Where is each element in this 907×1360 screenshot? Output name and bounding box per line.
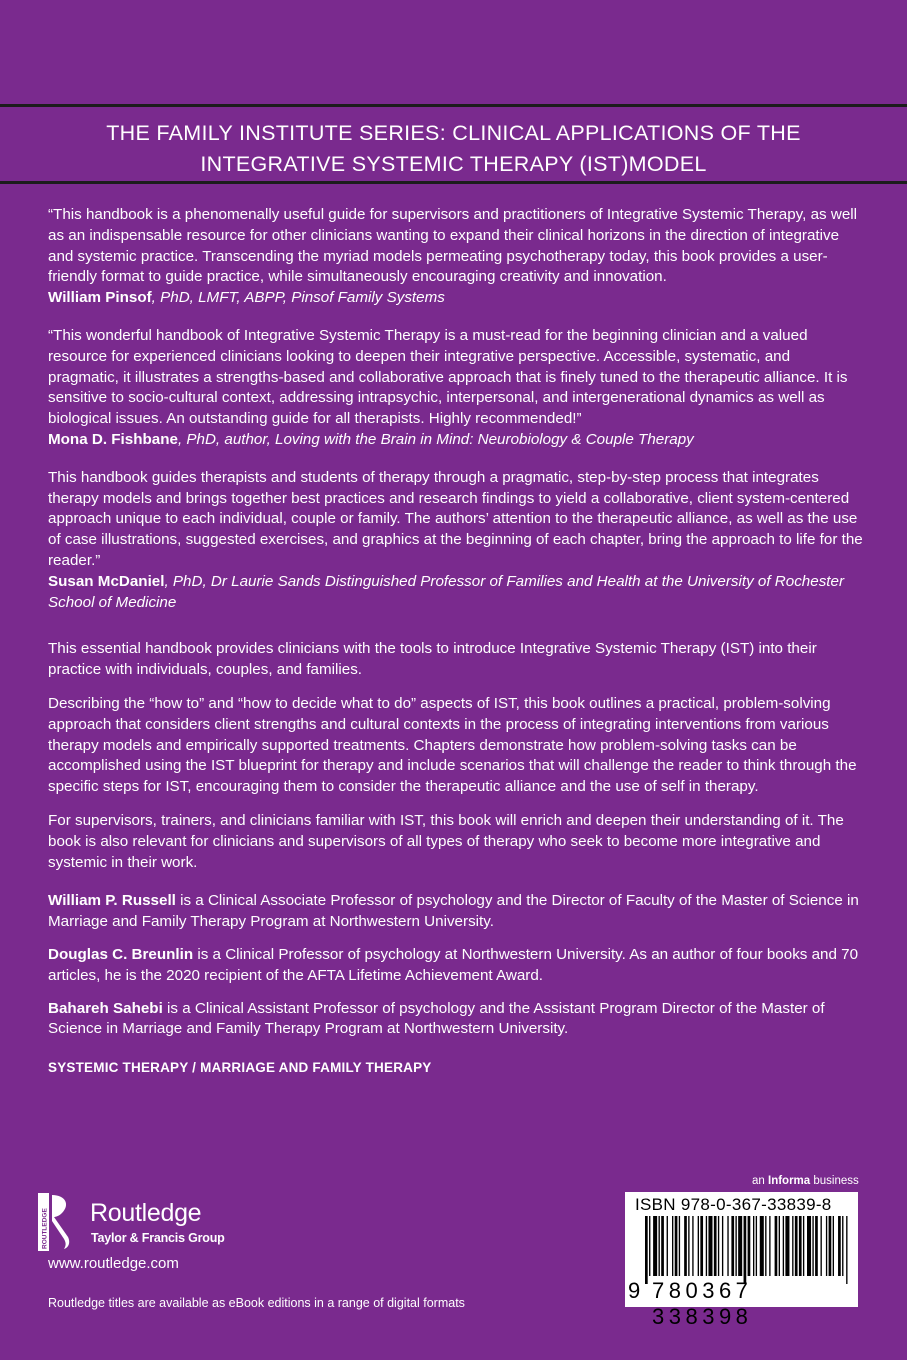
- description-paragraph: For supervisors, trainers, and clinicians familiar with IST, this book will enrich and deepen their understanding of it. The book is also relevant for clinicians and supervisors of all types of therapy who seek to become more integrative and systemic in their work.: [48, 811, 844, 871]
- barcode-bar: [672, 1216, 673, 1276]
- endorsement-quote: “This handbook is a phenomenally useful guide for supervisors and practitioners of Integrative Systemic Therapy, as well as an indispensable resource for other clinicians wanting to expand their clinical horizons in the direction of integrative and systemic practice. Transcending the myriad models permeating psychotherapy today, this book provides a user-friendly format to guide practice, while simultaneously encouraging creativity and innovation.: [48, 206, 858, 286]
- informa-tagline: [752, 1175, 859, 1187]
- back-cover-text: [48, 205, 863, 1079]
- description-paragraph: Describing the “how to” and “how to decide what to do” aspects of IST, this book outlines a practical, problem-solving approach that considers client strengths and cultural contexts in the process of integrating interventions from various therapy models and empirically supported treatments. Chapters demonstrate how problem-solving tasks can be accomplished using the IST blueprint for therapy and include scenarios that will challenge the reader to think through the specific steps for IST, encouraging them to consider the therapeutic alliance and the use of self in therapy.: [48, 694, 857, 796]
- publisher-group: Taylor & Francis Group: [91, 1231, 225, 1245]
- barcode-bar: [753, 1216, 754, 1276]
- subject-category: SYSTEMIC THERAPY / MARRIAGE AND FAMILY THERAPY: [48, 1060, 432, 1076]
- barcode-bars: [631, 1216, 853, 1284]
- barcode-bar: [744, 1216, 747, 1284]
- barcode-bar: [714, 1216, 717, 1276]
- barcode-bar: [659, 1216, 660, 1276]
- barcode-bar: [649, 1216, 650, 1276]
- header-top-rule: [0, 104, 907, 107]
- barcode-bar: [846, 1216, 847, 1284]
- barcode-bar: [765, 1216, 766, 1276]
- barcode-bar: [769, 1216, 770, 1276]
- routledge-logo: [38, 1193, 238, 1253]
- description-paragraph: This essential handbook provides clinicians with the tools to introduce Integrative Systemic Therapy (IST) into their practice with individuals, couples, and families.: [48, 640, 817, 679]
- endorsement-quote: “This wonderful handbook of Integrative Systemic Therapy is a must-read for the beginning clinician and a valued resource for experienced clinicians looking to deepen their integrative perspective. Accessible, systematic, and pragmatic, it illustrates a strengths-based and collaborative approach that is finely tuned to the therapeutic alliance. It is sensitive to socio-cultural context, addressing intrapsychic, interpersonal, and intergenerational dynamics as well as biological issues. An outstanding guide for all therapists. Highly recommended!”: [48, 326, 848, 428]
- barcode-bar: [785, 1216, 789, 1276]
- barcode-bar: [698, 1216, 699, 1276]
- informa-suffix: business: [810, 1175, 859, 1187]
- barcode-bar: [815, 1216, 818, 1276]
- barcode-bar: [783, 1216, 784, 1276]
- barcode-bar: [760, 1216, 764, 1276]
- barcode-bar: [645, 1216, 648, 1284]
- barcode-bar: [748, 1216, 751, 1276]
- barcode-bar: [795, 1216, 798, 1276]
- endorser-credentials: , PhD, LMFT, ABPP, Pinsof Family Systems: [151, 289, 445, 307]
- barcode-bar: [842, 1216, 843, 1276]
- endorser-credentials: , PhD, author, Loving with the Brain in Mind: Neurobiology & Couple Therapy: [177, 430, 694, 448]
- barcode-bar: [722, 1216, 723, 1276]
- barcode-bar: [667, 1216, 668, 1276]
- informa-brand: Informa: [768, 1175, 811, 1187]
- author-name: Douglas C. Breunlin: [48, 945, 194, 963]
- routledge-logo-mark: [38, 1193, 74, 1251]
- isbn-barcode: [625, 1192, 858, 1329]
- barcode-bar: [679, 1216, 680, 1276]
- endorsement-3: [48, 468, 863, 614]
- author-bio-text: is a Clinical Associate Professor of psychology and the Director of Faculty of the Master of Science in Marriage and Family Therapy Program at Northwestern University.: [48, 892, 859, 931]
- barcode-bar: [735, 1216, 736, 1276]
- barcode-bar: [700, 1216, 703, 1276]
- barcode-bar: [821, 1216, 822, 1276]
- ebook-note: Routledge titles are available as eBook editions in a range of digital formats: [48, 1296, 465, 1310]
- barcode-bar: [792, 1216, 793, 1276]
- barcode-bar: [779, 1216, 780, 1276]
- barcode-bar: [661, 1216, 664, 1276]
- publisher-website: www.routledge.com: [48, 1255, 179, 1272]
- author-name: William P. Russell: [48, 892, 176, 910]
- informa-prefix: an: [752, 1175, 768, 1187]
- header-bottom-rule: [0, 181, 907, 184]
- author-bio: [48, 945, 863, 987]
- barcode-first-digit: 9: [628, 1278, 641, 1303]
- barcode-bar: [706, 1216, 707, 1276]
- author-bio-text: is a Clinical Professor of psychology at Northwestern University. As an author of four books and 70 articles, he is the 2020 recipient of the AFTA Lifetime Achievement Award.: [48, 945, 859, 984]
- barcode-bar: [829, 1216, 832, 1276]
- barcode-bar: [812, 1216, 813, 1276]
- routledge-vertical-text: ROUTLEDGE: [41, 1208, 49, 1249]
- barcode-bar: [833, 1216, 834, 1276]
- barcode-bar: [738, 1216, 742, 1276]
- barcode-bar: [653, 1216, 657, 1276]
- endorsement-quote: This handbook guides therapists and students of therapy through a pragmatic, step-by-step process that integrates therapy models and brings together best practices and research findings to yield a collaborative, client system-centered approach unique to each individual, couple or family. The authors’ attention to the therapeutic alliance, as well as the use of case illustrations, suggested exercises, and graphics at the beginning of each chapter, bring the approach to life for the reader.”: [48, 468, 863, 569]
- endorser-name: Mona D. Fishbane: [48, 430, 178, 448]
- barcode-bar: [807, 1216, 811, 1276]
- barcode-bar: [799, 1216, 802, 1276]
- author-name: Bahareh Sahebi: [48, 999, 163, 1017]
- barcode-bar: [731, 1216, 734, 1276]
- endorser-credentials: , PhD, Dr Laurie Sands Distinguished Professor of Families and Health at the University of Rochester School of Medicine: [48, 572, 845, 611]
- barcode-bar: [688, 1216, 689, 1276]
- barcode-bar: [675, 1216, 678, 1276]
- endorsement-2: [48, 326, 863, 451]
- endorsement-1: [48, 205, 863, 309]
- barcode-bar: [727, 1216, 728, 1276]
- barcode-bar: [684, 1216, 687, 1276]
- barcode-bar: [708, 1216, 712, 1276]
- series-title: [0, 118, 907, 180]
- author-bio: [48, 891, 863, 933]
- barcode-bar: [692, 1216, 693, 1276]
- barcode-bar: [756, 1216, 757, 1276]
- isbn-label: ISBN 978-0-367-33839-8: [635, 1195, 832, 1214]
- barcode-bar: [826, 1216, 827, 1276]
- endorser-name: William Pinsof: [48, 289, 152, 307]
- barcode-bar: [718, 1216, 719, 1276]
- series-title-line-2: INTEGRATIVE SYSTEMIC THERAPY (IST)MODEL: [200, 152, 707, 176]
- author-bio: [48, 999, 863, 1041]
- series-title-line-1: THE FAMILY INSTITUTE SERIES: CLINICAL APPLICATIONS OF THE: [106, 121, 801, 145]
- author-bio-text: is a Clinical Assistant Professor of psychology and the Assistant Program Director of the Master of Science in Marriage and Family Therapy Program at Northwestern University.: [48, 999, 825, 1038]
- endorser-name: Susan McDaniel: [48, 572, 165, 590]
- barcode-bar: [803, 1216, 804, 1276]
- barcode-bar: [775, 1216, 778, 1276]
- publisher-name: Routledge: [90, 1199, 202, 1227]
- barcode-bar: [838, 1216, 841, 1276]
- barcode-digits: 780367 338398: [652, 1278, 753, 1329]
